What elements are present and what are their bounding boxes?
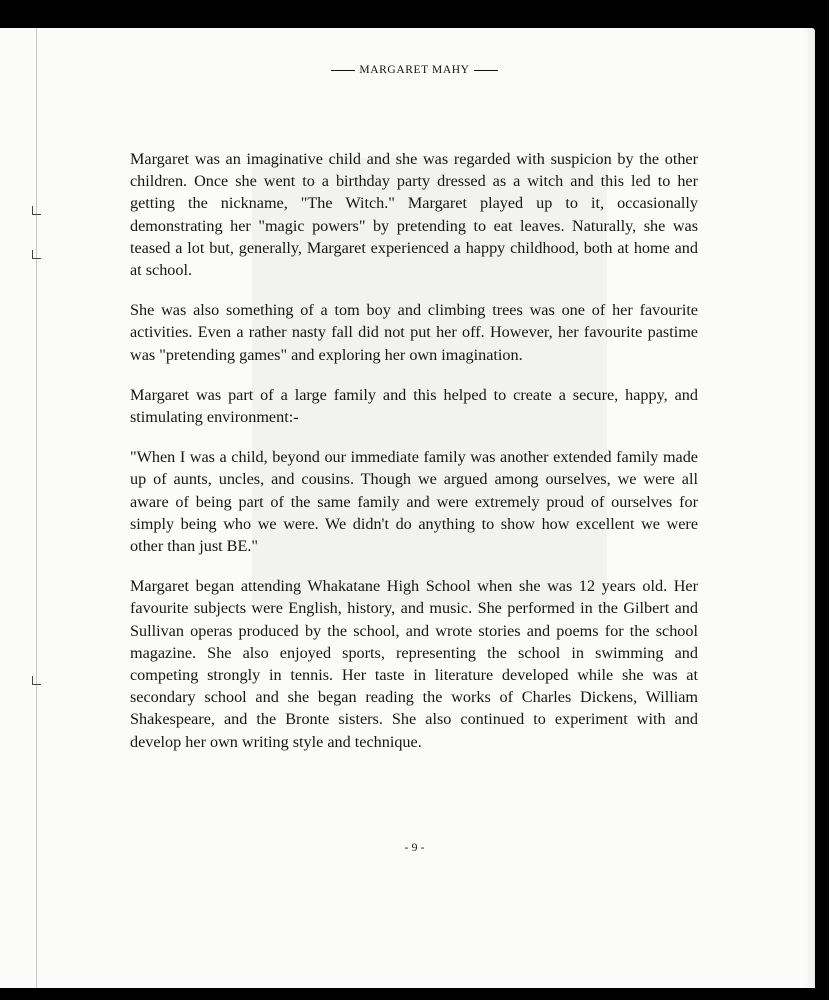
page-number: - 9 - (404, 840, 425, 854)
header-rule-left (331, 70, 355, 71)
gutter-mark (32, 676, 41, 685)
gutter-mark (32, 206, 41, 215)
running-title: MARGARET MAHY (359, 64, 470, 76)
body-text (130, 148, 698, 771)
gutter-mark (32, 250, 41, 259)
paragraph-quote: "When I was a child, beyond our immediate family was another extended family made up of aunts, uncles, and cousins. Though we argued among ourselves, we were all aware of being part of the same family and were extremely proud of ourselves for simply being who we were. We didn't do anything to show how excellent we were other than just BE." (130, 448, 698, 556)
paragraph-tomboy: She was also something of a tom boy and climbing trees was one of her favourite activities. Even a rather nasty fall did not put her off. However, her favourite pastime was "pretending games" and exploring her own imagination. (130, 301, 698, 364)
paragraph-high-school: Margaret began attending Whakatane High School when she was 12 years old. Her favourite subjects were English, history, and music. She performed in the Gilbert and Sullivan operas produced by the school, and wrote stories and poems for the school magazine. She also enjoyed sports, representing the school in swimming and competing strongly in tennis. Her taste in literature developed while she was at secondary school and she began reading the works of Charles Dickens, William Shakespeare, and the Bronte sisters. She also continued to experiment with and develop her own writing style and technique. (130, 577, 698, 751)
running-header (0, 64, 829, 76)
paragraph-family: Margaret was part of a large family and this helped to create a secure, happy, and stimulating environment:- (130, 385, 698, 427)
header-rule-right (474, 70, 498, 71)
paragraph-childhood: Margaret was an imaginative child and she was regarded with suspicion by the other children. Once she went to a birthday party dressed as a witch and this led to her getting the nickname, "The Witch." Margaret played up to it, occasionally demonstrating her "magic powers" by pretending to eat leaves. Naturally, she was teased a lot but, generally, Margaret experienced a happy childhood, both at home and at school. (130, 150, 698, 280)
